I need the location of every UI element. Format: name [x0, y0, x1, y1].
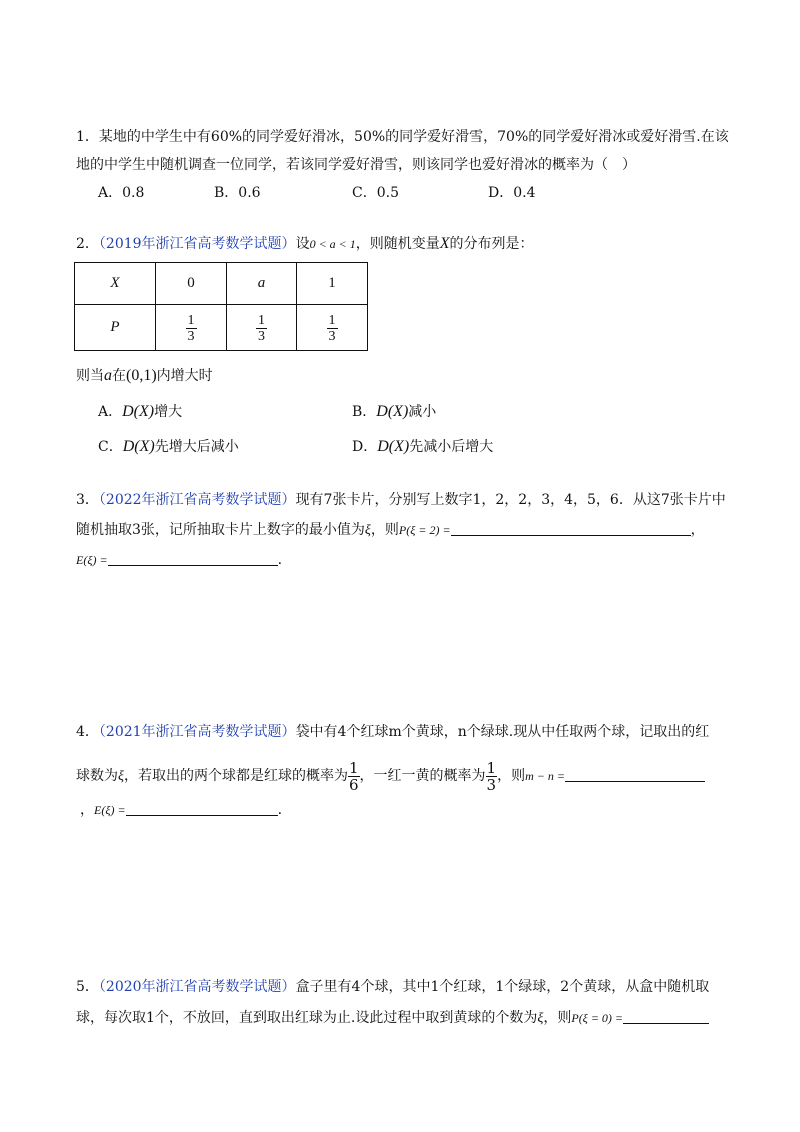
fraction-denominator: 3 [328, 328, 336, 344]
q4-line2-c: ，一红一黄的概率为 [359, 768, 486, 784]
q2-stem-b: ，则随机变量 [355, 236, 440, 252]
q2-line2-var: a [104, 367, 112, 384]
fraction-denominator: 3 [258, 328, 265, 344]
q5-stem-line1: 盒子里有4个球，其中1个红球，1个绿球，2个黄球，从盒中随机取 [295, 979, 710, 995]
fraction-numerator: 1 [486, 758, 497, 777]
q1-option-a: A．0.8 [98, 185, 145, 201]
q2-option-c-letter: C． [98, 439, 123, 455]
q2-option-d [352, 437, 493, 457]
q5-line2-a: 球，每次取1个，不放回，直到取出红球为止.设此过程中取到黄球的个数为 [76, 1010, 538, 1026]
table-row-probabilities [75, 305, 368, 351]
q2-option-d-text: 先减小后增大 [409, 439, 494, 455]
q5-line1 [76, 977, 709, 997]
q2-interval: (0,1) [126, 367, 157, 384]
q4-line3-a: ， [80, 802, 94, 818]
q4-line2 [76, 758, 705, 795]
table-prob-cell [156, 305, 227, 351]
q4-stem-line1: 袋中有4个红球m个黄球，n个绿球.现从中任取两个球，记取出的红 [295, 724, 710, 740]
q4-answer-blank-1[interactable] [565, 767, 705, 782]
q4-line2-d: ，则 [497, 768, 526, 784]
q2-option-a-text: 增大 [154, 404, 183, 420]
q1-number: 1． [76, 129, 99, 145]
fraction [186, 313, 197, 344]
q2-option-a-expr: D(X) [122, 403, 155, 420]
q2-line1 [76, 234, 534, 254]
q4-answer-blank-2[interactable] [126, 801, 278, 816]
table-header-x: X [75, 263, 156, 305]
q2-source: （2019年浙江省高考数学试题） [98, 236, 296, 252]
table-cell-1: 1 [297, 263, 368, 305]
q2-option-d-expr: D(X) [377, 438, 410, 455]
q3-source: （2022年浙江省高考数学试题） [98, 492, 296, 508]
q3-number: 3． [76, 492, 99, 508]
q5-answer-blank[interactable] [623, 1009, 709, 1024]
q2-condition: 0 < a < 1 [309, 237, 356, 251]
fraction [256, 313, 267, 344]
q5-source: （2020年浙江省高考数学试题） [98, 979, 296, 995]
q2-line2-c: 内增大时 [156, 368, 213, 384]
table-cell-0: 0 [156, 263, 227, 305]
q5-line2 [76, 1008, 709, 1029]
q1-option-d: D．0.4 [488, 185, 536, 201]
q5-number: 5． [76, 979, 99, 995]
q4-expr2: E(ξ) = [94, 803, 126, 817]
q2-option-b-expr: D(X) [376, 403, 409, 420]
fraction-denominator: 3 [486, 775, 497, 794]
fraction-numerator: 1 [258, 312, 265, 328]
q5-expr1: P(ξ = 0) = [571, 1011, 624, 1025]
q2-option-b-letter: B． [352, 404, 377, 420]
q2-option-a-letter: A． [98, 404, 123, 420]
q2-option-c [98, 437, 239, 457]
q1-option-b: B．0.6 [214, 185, 261, 201]
q4-number: 4． [76, 724, 99, 740]
table-header-p: P [75, 305, 156, 351]
q3-stem-line1: 现有7张卡片，分别写上数字1，2，2，3，4，5，6．从这7张卡片中 [295, 492, 726, 508]
q1-line1 [76, 127, 729, 147]
fraction-denominator: 6 [349, 775, 359, 794]
q4-line2-b: ，若取出的两个球都是红球的概率为 [124, 768, 348, 784]
q1-stem-line1: 某地的中学生中有60%的同学爱好滑冰，50%的同学爱好滑雪，70%的同学爱好滑冰或爱好滑雪.在该 [98, 129, 729, 145]
q2-option-a [98, 402, 182, 422]
q4-end: . [277, 802, 283, 818]
table-prob-cell [297, 305, 368, 351]
fraction-denominator: 3 [187, 328, 195, 344]
table-cell-a: a [227, 263, 297, 305]
q4-expr1: m − n = [525, 769, 565, 783]
q3-expr1: P(ξ = 2) = [398, 523, 451, 537]
q4-fraction-2 [486, 760, 498, 793]
q3-line1 [76, 490, 726, 510]
q2-line2 [76, 366, 213, 386]
q2-option-b-text: 减小 [408, 404, 437, 420]
q3-line2-b: ，则 [370, 522, 399, 538]
q3-xi: ξ [364, 523, 371, 538]
q5-xi: ξ [537, 1011, 544, 1026]
q3-expr2: E(ξ) = [76, 553, 108, 567]
q4-xi: ξ [118, 769, 124, 784]
q2-var: X [439, 235, 450, 252]
q3-answer-blank-1[interactable] [451, 521, 691, 536]
q5-line2-b: ，则 [543, 1010, 572, 1026]
distribution-table [74, 262, 368, 351]
q3-line3 [76, 550, 282, 570]
q3-line2 [76, 520, 705, 541]
fraction-numerator: 1 [187, 312, 195, 328]
q4-fraction-1 [348, 760, 360, 793]
q4-line2-a: 球数为 [76, 768, 118, 784]
table-prob-cell [227, 305, 297, 351]
fraction [327, 313, 338, 344]
q3-comma: ， [690, 522, 705, 538]
q4-line3 [80, 800, 282, 820]
q2-option-c-text: 先增大后减小 [154, 439, 239, 455]
q3-answer-blank-2[interactable] [108, 551, 278, 566]
q2-stem-c: 的分布列是： [449, 236, 534, 252]
q2-option-d-letter: D． [352, 439, 378, 455]
table-row-values [75, 263, 368, 305]
q2-line2-a: 则当 [76, 368, 104, 384]
q2-line2-b: 在 [112, 368, 126, 384]
q2-number: 2． [76, 236, 99, 252]
q1-option-c: C．0.5 [352, 185, 399, 201]
q4-source: （2021年浙江省高考数学试题） [98, 724, 296, 740]
fraction-numerator: 1 [328, 312, 336, 328]
q1-line2: 地的中学生中随机调查一位同学，若该同学爱好滑雪，则该同学也爱好滑冰的概率为（ ） [76, 157, 636, 173]
q3-end: . [277, 552, 283, 568]
q4-line1 [76, 722, 709, 742]
q2-option-b [352, 402, 436, 422]
q3-line2-a: 随机抽取3张，记所抽取卡片上数字的最小值为 [76, 522, 365, 538]
q2-option-c-expr: D(X) [122, 438, 155, 455]
fraction-numerator: 1 [349, 758, 359, 777]
q2-stem-a: 设 [295, 236, 310, 252]
